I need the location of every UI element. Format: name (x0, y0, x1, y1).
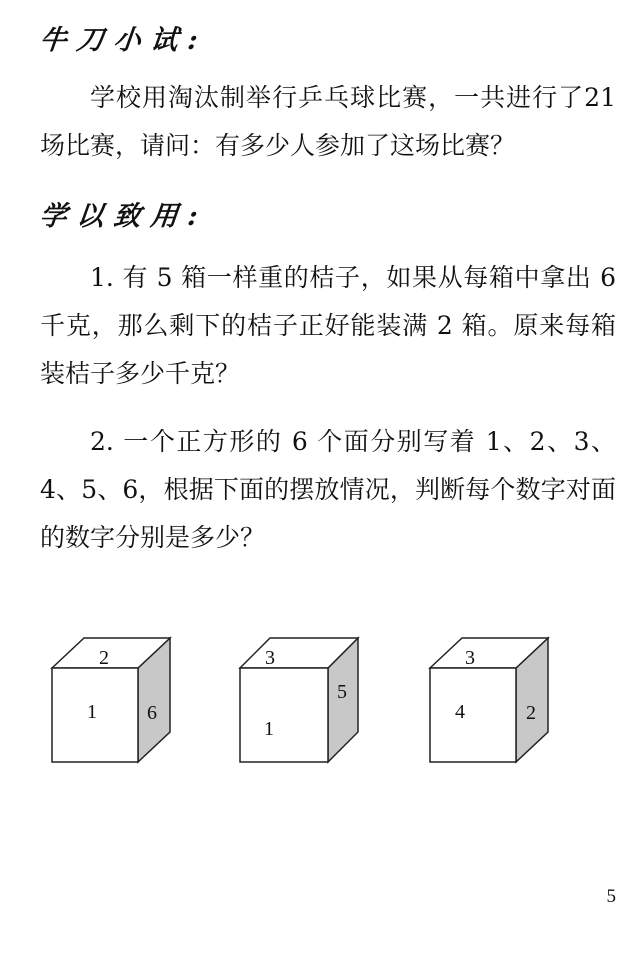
cube-2-front-label: 1 (264, 718, 274, 740)
cube-3-front-face (430, 668, 516, 762)
cube-1 (52, 638, 170, 762)
apply-problem-2: 2. 一个正方形的 6 个面分别写着 1、2、3、4、5、6，根据下面的摆放情况，判断每个数字对面的数字分别是多少？ (40, 427, 616, 552)
warmup-problem-text: 学校用淘汰制举行乒乓球比赛，一共进行了21场比赛，请问：有多少人参加了这场比赛？ (40, 83, 616, 160)
section-title-warmup: 牛刀小试: (38, 25, 210, 56)
cube-1-top-label: 2 (99, 647, 109, 669)
cube-3-front-label: 4 (455, 701, 465, 723)
cube-figures (0, 620, 640, 780)
page-number: 5 (606, 886, 616, 907)
apply-problem-1: 1. 有 5 箱一样重的桔子，如果从每箱中拿出 6 千克，那么剩下的桔子正好能装满 2 箱。原来每箱装桔子多少千克？ (40, 263, 616, 388)
cube-2-front-face (240, 668, 328, 762)
cube-2 (240, 638, 358, 762)
cube-1-front-label: 1 (87, 701, 97, 723)
cube-1-side-label: 6 (147, 702, 157, 724)
cube-3-top-label: 3 (465, 647, 475, 669)
cube-2-top-label: 3 (265, 647, 275, 669)
cube-3 (430, 638, 548, 762)
cube-3-side-label: 2 (526, 702, 536, 724)
cube-2-side-label: 5 (337, 681, 347, 703)
section-title-apply: 学以致用: (38, 201, 210, 232)
